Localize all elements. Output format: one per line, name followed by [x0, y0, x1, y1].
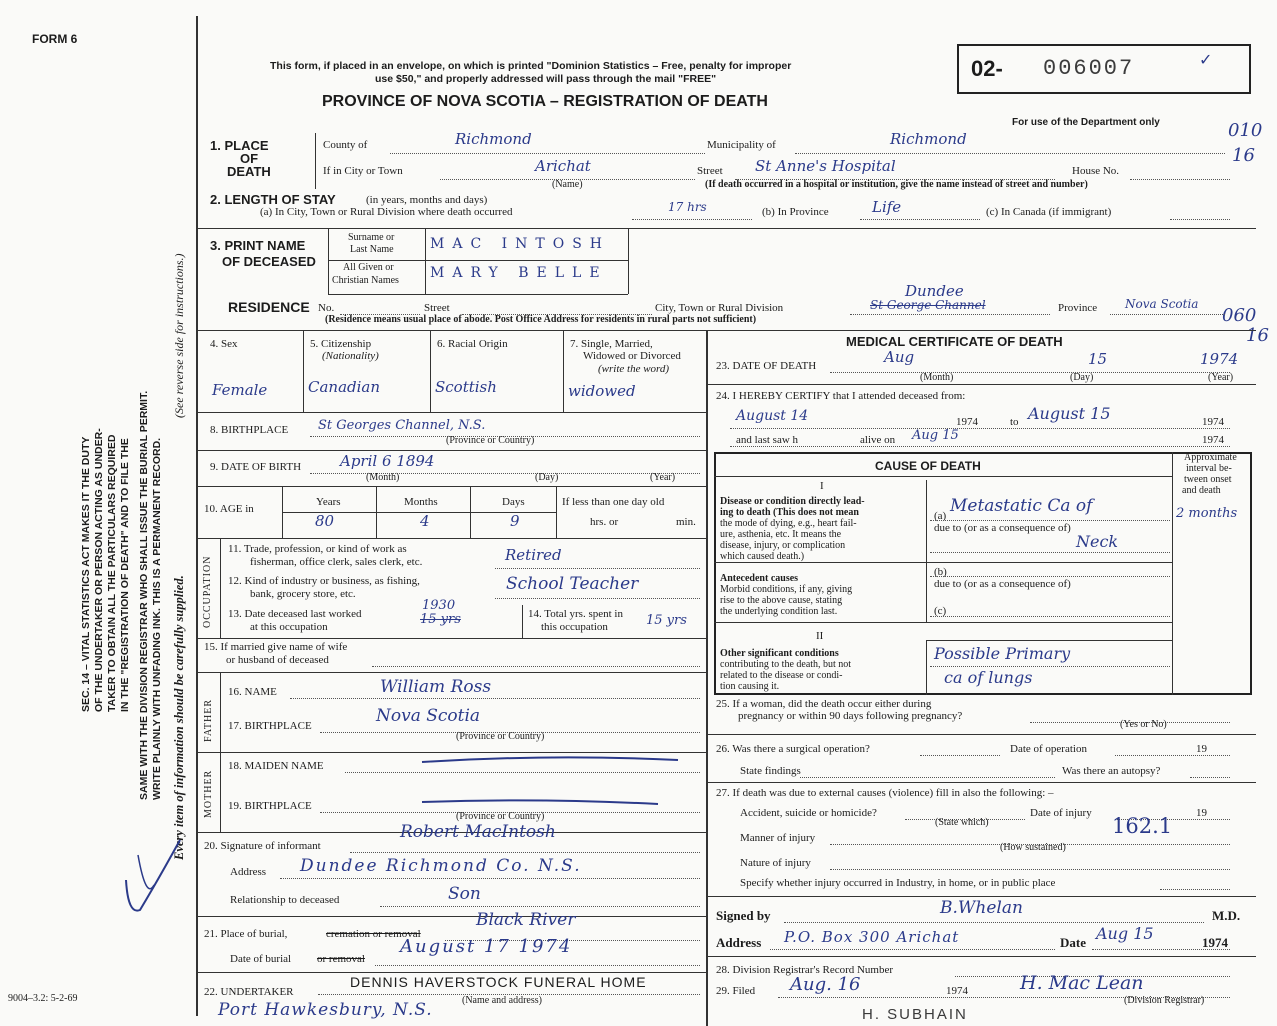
injury-date-label: Date of injury	[1030, 807, 1092, 819]
mother-maiden-label: 18. MAIDEN NAME	[228, 760, 324, 772]
attend-to-label: to	[1010, 416, 1019, 428]
burial-date-value: August 17 1974	[400, 936, 573, 957]
cause-c-label: (c)	[934, 605, 947, 617]
cause-a-value: Metastatic Ca of	[950, 496, 1093, 516]
cause-a-interval: 2 months	[1176, 506, 1238, 521]
md-label: M.D.	[1212, 908, 1241, 923]
given-label-1: All Given or	[343, 262, 394, 273]
form-number: FORM 6	[32, 32, 78, 46]
death-year-caption: (Year)	[1208, 372, 1234, 383]
registrar-caption: (Division Registrar)	[1124, 995, 1205, 1006]
county-label: County of	[323, 139, 368, 151]
registrar-name: H. SUBHAIN	[862, 1006, 968, 1023]
last-saw-value: Aug 15	[912, 428, 959, 443]
burial-date-label-struck: or removal	[317, 953, 365, 965]
cause-a-label: (a)	[934, 510, 947, 522]
death-month-caption: (Month)	[920, 372, 954, 383]
father-name-value: William Ross	[380, 677, 492, 697]
findings-label: State findings	[740, 765, 801, 777]
antecedent-label-2: Morbid conditions, if any, giving	[720, 584, 853, 595]
burial-place-value: Black River	[476, 910, 576, 930]
filed-value: Aug. 16	[790, 974, 861, 995]
direct-label-4: ure, asthenia, etc. It means the	[720, 529, 842, 540]
undertaker-address: Port Hawkesbury, N.S.	[218, 1000, 433, 1020]
stay-a-value: 17 hrs	[668, 200, 707, 214]
stay-c-label: (c) In Canada (if immigrant)	[986, 206, 1112, 218]
signed-label: Signed by	[716, 908, 771, 923]
father-birthplace-label: 17. BIRTHPLACE	[228, 720, 312, 732]
spouse-label-1: 15. If married give name of wife	[204, 641, 348, 653]
dept-use-label: For use of the Department only	[1012, 117, 1160, 128]
municipality-value: Richmond	[890, 130, 967, 148]
division-struck: St George Channel	[870, 298, 986, 312]
mother-side-label: MOTHER	[203, 769, 214, 818]
marital-label-2: Widowed or Divorced	[583, 350, 681, 362]
external-label: 27. If death was due to external causes (violence) fill in also the following: –	[716, 787, 1054, 799]
years-label: Years	[316, 496, 341, 508]
last-saw-label-2: alive on	[860, 434, 896, 446]
relationship-label: Relationship to deceased	[230, 894, 340, 906]
roman-one: I	[820, 480, 824, 492]
last-worked-label-2: at this occupation	[250, 621, 328, 633]
death-year: 1974	[1200, 350, 1239, 368]
mother-province-caption: (Province or Country)	[456, 811, 545, 822]
father-birthplace-value: Nova Scotia	[376, 706, 481, 726]
marital-value: widowed	[568, 382, 636, 400]
death-date-label: 23. DATE OF DEATH	[716, 360, 817, 372]
stay-heading-note: (in years, months and days)	[366, 194, 488, 206]
place-heading-3: DEATH	[227, 164, 271, 179]
direct-label-5: disease, injury, or complication	[720, 540, 846, 551]
dob-year-caption: (Year)	[650, 472, 676, 483]
spouse-label-2: or husband of deceased	[226, 654, 329, 666]
specify-label: Specify whether injury occurred in Industry, in home, or in public place	[740, 877, 1056, 889]
citizenship-label: 5. Citizenship	[310, 338, 372, 350]
mother-birthplace-label: 19. BIRTHPLACE	[228, 800, 312, 812]
sec14-line3: TAKER TO OBTAIN ALL THE PARTICULARS REQUIRED	[106, 434, 118, 712]
doctor-date-label: Date	[1060, 935, 1086, 950]
province-label: Province	[1058, 302, 1098, 314]
trade-value: Retired	[505, 546, 562, 564]
registration-number-box	[957, 44, 1251, 94]
doctor-address: P.O. Box 300 Arichat	[784, 928, 960, 946]
place-heading-2: OF	[240, 151, 259, 166]
dob-value: April 6 1894	[340, 452, 435, 470]
industry-label-1: 12. Kind of industry or business, as fishing,	[228, 575, 420, 587]
min-label: min.	[676, 516, 696, 528]
reg-prefix: 02-	[971, 56, 1003, 81]
signed-value: B.Whelan	[940, 898, 1023, 918]
total-yrs-label-1: 14. Total yrs. spent in	[528, 608, 623, 620]
antecedent-label-4: the underlying condition last.	[720, 606, 838, 617]
deceased-heading-2: OF DECEASED	[222, 254, 316, 269]
informant-address-label: Address	[230, 866, 267, 878]
birthplace-label: 8. BIRTHPLACE	[210, 424, 289, 436]
last-worked-value: 1930	[422, 598, 456, 613]
undertaker-caption: (Name and address)	[462, 995, 542, 1006]
other-label-3: related to the disease or condi-	[720, 670, 843, 681]
burial-place-label-struck: cremation or removal	[326, 928, 421, 940]
due-to-a: due to (or as a consequence of)	[934, 522, 1071, 534]
total-yrs-label-2: this occupation	[541, 621, 608, 633]
attend-to: August 15	[1028, 404, 1111, 423]
every-item-note: Every item of information should be carefully supplied.	[172, 575, 186, 860]
autopsy-label: Was there an autopsy?	[1062, 765, 1161, 777]
residence-note: (Residence means usual place of abode. Post Office Address for residents in rural parts not sufficient)	[325, 314, 757, 325]
undertaker-label: 22. UNDERTAKER	[204, 986, 294, 998]
other-value-1: Possible Primary	[934, 644, 1071, 663]
other-value-2: ca of lungs	[944, 668, 1033, 687]
marital-label-3: (write the word)	[598, 363, 670, 375]
due-to-b: due to (or as a consequence of)	[934, 578, 1071, 590]
yes-no-caption: (Yes or No)	[1120, 719, 1167, 730]
attend-label: 24. I HEREBY CERTIFY that I attended deceased from:	[716, 390, 966, 402]
filed-label: 29. Filed	[716, 985, 756, 997]
birthplace-caption: (Province or Country)	[446, 435, 535, 446]
operation-date-label: Date of operation	[1010, 743, 1087, 755]
division-value: Dundee	[905, 282, 964, 300]
deceased-heading-1: 3. PRINT NAME	[210, 238, 306, 253]
trade-label-2: fisherman, office clerk, sales clerk, etc.	[250, 556, 423, 568]
other-label-2: contributing to the death, but not	[720, 659, 852, 670]
industry-label-2: bank, grocery store, etc.	[250, 588, 356, 600]
province-value: Nova Scotia	[1125, 297, 1199, 311]
attend-from: August 14	[736, 408, 809, 424]
other-label-1: Other significant conditions	[720, 648, 839, 659]
interval-label-1: Approximate	[1184, 452, 1237, 463]
dept-code-2: 16	[1232, 145, 1255, 166]
informant-address: Dundee Richmond Co. N.S.	[300, 856, 582, 876]
dob-label: 9. DATE OF BIRTH	[210, 461, 302, 473]
city-value: Arichat	[535, 157, 591, 175]
death-day-caption: (Day)	[1070, 372, 1094, 383]
citizenship-value: Canadian	[308, 378, 381, 396]
name-caption: (Name)	[552, 179, 583, 190]
interval-label-3: tween onset	[1184, 474, 1232, 485]
page-title: PROVINCE OF NOVA SCOTIA – REGISTRATION OF DEATH	[322, 93, 768, 110]
division-label: City, Town or Rural Division	[655, 302, 784, 314]
sex-label: 4. Sex	[210, 338, 238, 350]
days-label: Days	[502, 496, 525, 508]
sec14-line2: OF THE UNDERTAKER OR PERSON ACTING AS UNDER-	[93, 428, 105, 712]
sex-value: Female	[212, 381, 268, 399]
city-label: If in City or Town	[323, 165, 403, 177]
sec14-line6: WRITE PLAINLY WITH UNFADING INK. THIS IS A PERMANENT RECORD.	[151, 437, 163, 800]
informant-sig-label: 20. Signature of informant	[204, 840, 321, 852]
check-icon: ✓	[1199, 52, 1213, 69]
pregnancy-label-2: pregnancy or within 90 days following pregnancy?	[738, 710, 963, 722]
print-code: 9004–3.2: 5-2-69	[8, 993, 78, 1004]
direct-label-2: ing to death (This does not mean	[720, 507, 859, 518]
surname-label-1: Surname or	[348, 232, 395, 243]
dept-code-3: 060	[1222, 305, 1257, 326]
place-heading-1: 1. PLACE	[210, 138, 269, 153]
hrs-label: hrs. or	[590, 516, 619, 528]
sec14-line5: SAME WITH THE DIVISION REGISTRAR WHO SHALL ISSUE THE BURIAL PERMIT.	[138, 390, 150, 800]
cause-heading: CAUSE OF DEATH	[875, 459, 981, 473]
interval-label-2: interval be-	[1186, 463, 1232, 474]
roman-two: II	[816, 630, 824, 642]
center-divider	[706, 330, 708, 1026]
residence-street-label: Street	[424, 302, 450, 314]
last-worked-label-1: 13. Date deceased last worked	[228, 608, 362, 620]
cause-a-cont: Neck	[1076, 532, 1119, 551]
medical-heading: MEDICAL CERTIFICATE OF DEATH	[846, 334, 1063, 349]
mail-notice-2: use $50," and properly addressed will pass through the mail "FREE"	[375, 73, 717, 85]
direct-label-3: the mode of dying, e.g., heart fail-	[720, 518, 857, 529]
racial-value: Scottish	[435, 378, 497, 396]
stay-a-label: (a) In City, Town or Rural Division where death occurred	[260, 206, 513, 218]
racial-label: 6. Racial Origin	[437, 338, 508, 350]
marital-label-1: 7. Single, Married,	[570, 338, 653, 350]
mail-notice-1: This form, if placed in an envelope, on which is printed "Dominion Statistics – Free, penalty for improper	[270, 60, 792, 72]
dob-month-caption: (Month)	[366, 472, 400, 483]
mother-birthplace-scribble	[420, 796, 660, 810]
county-value: Richmond	[455, 130, 532, 148]
doctor-date-year: 1974	[1202, 935, 1228, 950]
street-value: St Anne's Hospital	[755, 157, 896, 175]
father-name-label: 16. NAME	[228, 686, 277, 698]
stay-b-label: (b) In Province	[762, 206, 829, 218]
years-value: 80	[315, 512, 335, 530]
other-label-4: tion causing it.	[720, 681, 780, 692]
relationship-value: Son	[448, 884, 481, 904]
antecedent-label-1: Antecedent causes	[720, 573, 799, 584]
burial-place-label: 21. Place of burial,	[204, 928, 288, 940]
sec14-line4: IN THE "REGISTRATION OF DEATH" AND TO FILE THE	[119, 438, 131, 712]
antecedent-label-3: rise to the above cause, stating	[720, 595, 843, 606]
house-label: House No.	[1072, 165, 1120, 177]
days-value: 9	[510, 512, 520, 530]
reverse-side-note: (See reverse side for instructions.)	[172, 253, 186, 418]
dept-code-1: 010	[1228, 120, 1263, 141]
state-which-caption: (State which)	[935, 817, 989, 828]
death-month: Aug	[884, 348, 915, 366]
given-label-2: Christian Names	[332, 275, 399, 286]
dept-code-4: 16	[1246, 325, 1269, 346]
surname-value: MAC INTOSH	[430, 236, 611, 252]
given-value: MARY BELLE	[430, 265, 608, 281]
filed-year: 1974	[946, 985, 968, 997]
father-side-label: FATHER	[203, 698, 214, 742]
death-day: 15	[1088, 350, 1108, 368]
hospital-note: (If death occurred in a hospital or institution, give the name instead of street and number)	[705, 179, 1088, 190]
attend-to-year: 1974	[1202, 416, 1224, 428]
accident-label: Accident, suicide or homicide?	[740, 807, 877, 819]
burial-date-label: Date of burial	[230, 953, 292, 965]
birthplace-value: St Georges Channel, N.S.	[318, 418, 486, 433]
maiden-name-scribble	[420, 754, 680, 768]
father-province-caption: (Province or Country)	[456, 731, 545, 742]
trade-label-1: 11. Trade, profession, or kind of work as	[228, 543, 407, 555]
attend-from-year: 1974	[956, 416, 978, 428]
age-label: 10. AGE in	[204, 503, 254, 515]
injury-year-prefix: 19	[1196, 807, 1207, 819]
sec14-line1: SEC. 14 – VITAL STATISTICS ACT MAKES IT THE DUTY	[80, 436, 92, 712]
citizenship-sub: (Nationality)	[322, 350, 379, 362]
informant-signature: Robert MacIntosh	[400, 822, 556, 842]
industry-value: School Teacher	[506, 574, 639, 594]
doctor-date: Aug 15	[1096, 924, 1154, 943]
doctor-address-label: Address	[716, 935, 762, 950]
stay-b-value: Life	[872, 198, 902, 216]
nosology-code: 162.1	[1112, 814, 1173, 838]
months-value: 4	[420, 512, 430, 530]
street-label: Street	[697, 165, 723, 177]
cause-b-label: (b)	[934, 566, 947, 578]
lt-day-label: If less than one day old	[562, 496, 665, 508]
months-label: Months	[404, 496, 438, 508]
last-saw-year: 1974	[1202, 434, 1224, 446]
municipality-label: Municipality of	[707, 139, 776, 151]
undertaker-value: DENNIS HAVERSTOCK FUNERAL HOME	[350, 974, 647, 990]
check-mark-scribble	[118, 820, 188, 920]
surgery-label: 26. Was there a surgical operation?	[716, 743, 870, 755]
direct-label-1: Disease or condition directly lead-	[720, 496, 865, 507]
manner-label: Manner of injury	[740, 832, 816, 844]
operation-year-prefix: 19	[1196, 743, 1207, 755]
nature-label: Nature of injury	[740, 857, 811, 869]
reg-number: 006007	[1043, 56, 1135, 81]
residence-heading: RESIDENCE	[228, 299, 310, 315]
total-yrs-value: 15 yrs	[646, 613, 687, 628]
stay-heading: 2. LENGTH OF STAY	[210, 192, 336, 207]
interval-label-4: and death	[1182, 485, 1221, 496]
pregnancy-label-1: 25. If a woman, did the death occur either during	[716, 698, 932, 710]
occupation-side-label: OCCUPATION	[202, 555, 213, 628]
registrar-signature: H. Mac Lean	[1020, 972, 1144, 994]
dob-day-caption: (Day)	[535, 472, 559, 483]
last-worked-struck: 15 yrs	[420, 612, 461, 627]
direct-label-6: which caused death.)	[720, 551, 805, 562]
last-saw-label-1: and last saw h	[736, 434, 799, 446]
surname-label-2: Last Name	[350, 244, 394, 255]
left-margin-rule	[196, 16, 198, 1016]
how-sustained-caption: (How sustained)	[1000, 842, 1066, 853]
residence-no-label: No.	[318, 302, 335, 314]
reg-record-label: 28. Division Registrar's Record Number	[716, 964, 894, 976]
